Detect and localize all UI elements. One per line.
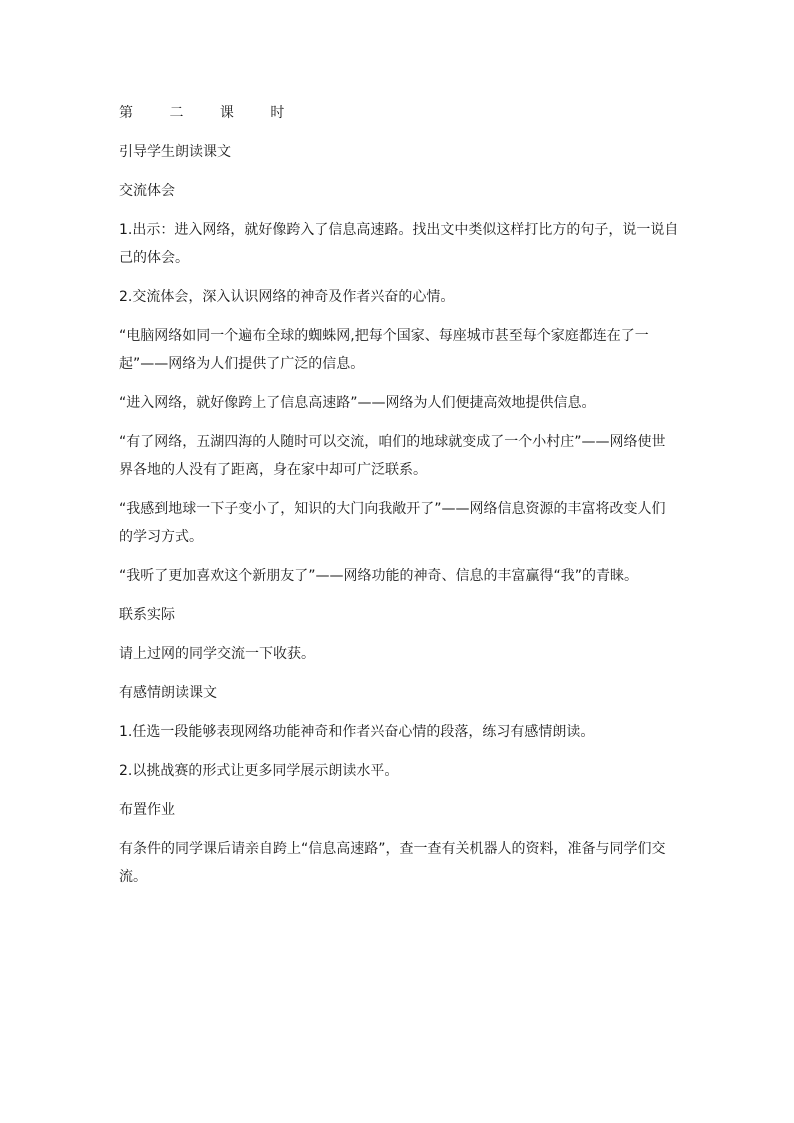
- paragraph: 1.任选一段能够表现网络功能神奇和作者兴奋心情的段落，练习有感情朗读。: [119, 724, 595, 740]
- quote-paragraph: “电脑网络如同一个遍布全球的蜘蛛网,把每个国家、每座城市甚至每个家庭都连在了一起”——网络为人们提供了广泛的信息。: [119, 328, 649, 372]
- quote-paragraph: “我感到地球一下子变小了，知识的大门向我敞开了”——网络信息资源的丰富将改变人们的学习方式。: [119, 501, 666, 545]
- section-heading: 布置作业: [119, 802, 175, 818]
- document-page: [119, 103, 679, 906]
- paragraph: 请上过网的同学交流一下收获。: [119, 646, 315, 662]
- quote-paragraph: “我听了更加喜欢这个新朋友了”——网络功能的神奇、信息的丰富赢得“我”的青睐。: [119, 568, 639, 584]
- lesson-title: 第 二 课 时: [119, 105, 301, 121]
- quote-paragraph: “进入网络，就好像跨上了信息高速路”——网络为人们便捷高效地提供信息。: [119, 395, 596, 411]
- paragraph: 有条件的同学课后请亲自跨上“信息高速路”，查一查有关机器人的资料，准备与同学们交流。: [119, 841, 666, 885]
- section-heading: 引导学生朗读课文: [119, 144, 231, 160]
- section-heading: 联系实际: [119, 607, 175, 623]
- section-heading: 有感情朗读课文: [119, 685, 217, 701]
- paragraph: 2.交流体会，深入认识网络的神奇及作者兴奋的心情。: [119, 289, 455, 305]
- quote-paragraph: “有了网络，五湖四海的人随时可以交流，咱们的地球就变成了一个小村庄”——网络使世界各地的人没有了距离，身在家中却可广泛联系。: [119, 434, 666, 478]
- paragraph: 2.以挑战赛的形式让更多同学展示朗读水平。: [119, 763, 399, 779]
- section-heading: 交流体会: [119, 183, 175, 199]
- paragraph: 1.出示：进入网络，就好像跨入了信息高速路。找出文中类似这样打比方的句子，说一说自己的体会。: [119, 222, 679, 266]
